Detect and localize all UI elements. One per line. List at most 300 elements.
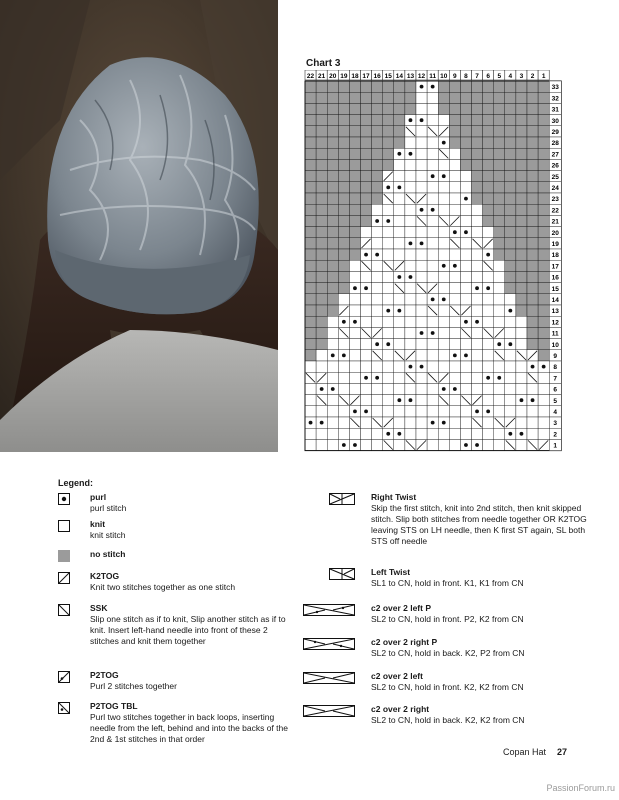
chart-cell xyxy=(327,406,338,417)
chart-cell xyxy=(449,159,460,170)
purl-mark xyxy=(453,387,457,391)
legend-item-right-twist xyxy=(303,492,593,547)
chart-cell xyxy=(416,126,427,137)
chart-cell xyxy=(505,271,516,282)
chart-cell xyxy=(361,148,372,159)
chart-cell xyxy=(338,159,349,170)
chart-cell xyxy=(460,204,471,215)
purl-mark xyxy=(464,320,468,324)
chart-cell xyxy=(416,305,427,316)
chart-cell xyxy=(538,182,549,193)
chart-cell xyxy=(483,361,494,372)
purl-mark xyxy=(431,174,435,178)
c2-over-2-right-p-symbol-icon xyxy=(303,638,355,650)
chart-cell xyxy=(361,339,372,350)
legend-item-ssk xyxy=(58,603,288,647)
chart-cell xyxy=(327,215,338,226)
chart-cell xyxy=(527,215,538,226)
chart-cell xyxy=(327,260,338,271)
chart-cell xyxy=(427,193,438,204)
chart-cell xyxy=(538,148,549,159)
chart-cell xyxy=(527,182,538,193)
chart-cell xyxy=(305,249,316,260)
chart-cell xyxy=(416,406,427,417)
chart-cell xyxy=(349,193,360,204)
chart-cell xyxy=(361,361,372,372)
chart-cell xyxy=(394,193,405,204)
chart-cell xyxy=(427,227,438,238)
chart-cell xyxy=(338,294,349,305)
purl-mark xyxy=(464,443,468,447)
chart-cell xyxy=(372,316,383,327)
chart-cell xyxy=(372,148,383,159)
chart-cell xyxy=(361,383,372,394)
chart-cell xyxy=(305,227,316,238)
chart-cell xyxy=(349,227,360,238)
chart-cell xyxy=(349,81,360,92)
chart-cell xyxy=(305,92,316,103)
chart-cell xyxy=(460,126,471,137)
chart-cell xyxy=(472,271,483,282)
chart-cell xyxy=(449,372,460,383)
chart-cell xyxy=(538,81,549,92)
chart-cell xyxy=(505,327,516,338)
chart-cell xyxy=(361,193,372,204)
legend-desc: SL2 to CN, hold in back. K2, P2 from CN xyxy=(371,648,525,658)
chart-cell xyxy=(505,283,516,294)
legend-item-c2-over-2-right xyxy=(303,704,593,726)
chart-cell xyxy=(394,294,405,305)
chart-cell xyxy=(383,204,394,215)
purl-mark xyxy=(397,432,401,436)
chart-cell xyxy=(372,103,383,114)
chart-cell xyxy=(472,294,483,305)
row-number: 29 xyxy=(551,129,559,136)
row-number: 14 xyxy=(551,297,559,304)
p2tog-symbol-icon xyxy=(58,671,70,683)
chart-cell xyxy=(327,305,338,316)
purl-mark xyxy=(497,342,501,346)
chart-cell xyxy=(449,283,460,294)
chart-cell xyxy=(527,383,538,394)
chart-cell xyxy=(405,305,416,316)
chart-cell xyxy=(538,327,549,338)
chart-cell xyxy=(405,182,416,193)
column-number: 2 xyxy=(530,73,535,80)
chart-cell xyxy=(383,227,394,238)
hat-photo xyxy=(0,0,278,452)
chart-cell xyxy=(305,260,316,271)
chart-cell xyxy=(305,271,316,282)
chart-cell xyxy=(438,271,449,282)
chart-cell xyxy=(516,439,527,450)
chart-cell xyxy=(472,171,483,182)
chart-cell xyxy=(483,148,494,159)
chart-cell xyxy=(316,428,327,439)
purl-mark xyxy=(386,186,390,190)
chart-cell xyxy=(383,406,394,417)
purl-mark xyxy=(486,410,490,414)
chart-cell xyxy=(316,115,327,126)
chart-cell xyxy=(305,137,316,148)
row-number: 32 xyxy=(551,95,559,103)
chart-cell xyxy=(305,395,316,406)
chart-cell xyxy=(483,227,494,238)
legend-name: c2 over 2 right P xyxy=(371,637,438,647)
chart-title: Chart 3 xyxy=(306,58,341,69)
chart-cell xyxy=(494,283,505,294)
chart-cell xyxy=(416,417,427,428)
chart-cell xyxy=(527,316,538,327)
legend-item-c2-over-2-left xyxy=(303,671,593,693)
chart-cell xyxy=(383,103,394,114)
chart-cell xyxy=(372,439,383,450)
purl-mark xyxy=(364,253,368,257)
column-number: 9 xyxy=(453,73,457,80)
row-number: 30 xyxy=(551,117,559,125)
chart-cell xyxy=(349,305,360,316)
legend-desc: Skip the first stitch, knit into 2nd stitch, then knit skipped stitch. Slip both stitches from needle together OR K2TOG leaving STS on LH needle, then K first ST again, SL both STS off needle xyxy=(371,503,587,546)
chart-cell xyxy=(527,204,538,215)
chart-cell xyxy=(361,417,372,428)
chart-cell xyxy=(483,204,494,215)
chart-cell xyxy=(372,115,383,126)
purl-mark xyxy=(486,253,490,257)
chart-cell xyxy=(327,249,338,260)
chart-cell xyxy=(427,350,438,361)
chart-cell xyxy=(316,92,327,103)
chart-cell xyxy=(383,283,394,294)
purl-mark xyxy=(442,298,446,302)
chart-cell xyxy=(427,271,438,282)
purl-mark xyxy=(420,242,424,246)
purl-mark xyxy=(397,186,401,190)
chart-cell xyxy=(527,227,538,238)
chart-cell xyxy=(327,238,338,249)
chart-cell xyxy=(349,260,360,271)
legend-item-knit xyxy=(58,519,288,541)
chart-cell xyxy=(538,406,549,417)
chart-cell xyxy=(483,193,494,204)
legend-item-p2tog xyxy=(58,670,288,692)
chart-cell xyxy=(460,283,471,294)
chart-cell xyxy=(460,339,471,350)
chart-cell xyxy=(338,428,349,439)
chart-cell xyxy=(405,249,416,260)
chart-cell xyxy=(483,305,494,316)
chart-cell xyxy=(372,406,383,417)
chart-cell xyxy=(494,182,505,193)
chart-cell xyxy=(394,249,405,260)
chart-cell xyxy=(505,361,516,372)
chart-cell xyxy=(372,126,383,137)
chart-cell xyxy=(460,260,471,271)
chart-cell xyxy=(494,193,505,204)
chart-cell xyxy=(427,215,438,226)
chart-cell xyxy=(316,361,327,372)
chart-cell xyxy=(505,193,516,204)
chart-cell xyxy=(438,204,449,215)
chart-cell xyxy=(405,171,416,182)
chart-cell xyxy=(449,249,460,260)
chart-cell xyxy=(416,294,427,305)
chart-cell xyxy=(427,406,438,417)
chart-cell xyxy=(483,439,494,450)
chart-cell xyxy=(472,148,483,159)
chart-cell xyxy=(427,137,438,148)
purl-mark xyxy=(342,320,346,324)
chart-cell xyxy=(449,126,460,137)
p2tog-tbl-symbol-icon xyxy=(58,702,70,714)
chart-cell xyxy=(472,305,483,316)
chart-cell xyxy=(505,372,516,383)
chart-cell xyxy=(427,103,438,114)
chart-cell xyxy=(505,126,516,137)
chart-cell xyxy=(372,271,383,282)
column-number: 6 xyxy=(486,73,490,80)
column-number: 18 xyxy=(351,73,359,80)
purl-mark xyxy=(442,387,446,391)
legend-name: c2 over 2 left xyxy=(371,671,423,681)
chart-cell xyxy=(405,215,416,226)
chart-cell xyxy=(316,204,327,215)
row-number: 12 xyxy=(551,319,559,327)
chart-cell xyxy=(472,215,483,226)
chart-cell xyxy=(338,137,349,148)
chart-cell xyxy=(494,271,505,282)
chart-cell xyxy=(305,361,316,372)
chart-cell xyxy=(316,249,327,260)
chart-cell xyxy=(449,115,460,126)
chart-cell xyxy=(327,428,338,439)
k2tog-symbol-icon xyxy=(58,572,70,584)
chart-cell xyxy=(538,92,549,103)
chart-cell xyxy=(305,439,316,450)
chart-cell xyxy=(405,339,416,350)
purl-mark xyxy=(464,354,468,358)
purl-mark xyxy=(331,387,335,391)
purl-mark xyxy=(431,331,435,335)
chart-cell xyxy=(494,428,505,439)
chart-cell xyxy=(460,406,471,417)
legend-desc: purl stitch xyxy=(90,503,127,513)
chart-cell xyxy=(394,215,405,226)
chart-cell xyxy=(438,193,449,204)
purl-mark xyxy=(331,354,335,358)
chart-cell xyxy=(372,428,383,439)
chart-cell xyxy=(316,406,327,417)
chart-cell xyxy=(516,171,527,182)
chart-cell xyxy=(327,115,338,126)
purl-mark xyxy=(542,365,546,369)
chart-cell xyxy=(372,294,383,305)
chart-cell xyxy=(338,249,349,260)
knitting-chart xyxy=(303,70,568,454)
chart-cell xyxy=(538,428,549,439)
chart-cell xyxy=(505,81,516,92)
chart-cell xyxy=(349,182,360,193)
chart-cell xyxy=(516,361,527,372)
chart-cell xyxy=(505,92,516,103)
purl-mark xyxy=(431,421,435,425)
chart-cell xyxy=(505,148,516,159)
chart-cell xyxy=(438,316,449,327)
chart-cell xyxy=(494,115,505,126)
chart-cell xyxy=(472,361,483,372)
chart-cell xyxy=(538,271,549,282)
purl-mark xyxy=(453,354,457,358)
chart-cell xyxy=(338,103,349,114)
row-number: 10 xyxy=(551,341,559,349)
chart-cell xyxy=(338,406,349,417)
chart-cell xyxy=(361,305,372,316)
chart-cell xyxy=(449,316,460,327)
purl-mark xyxy=(475,320,479,324)
chart-cell xyxy=(372,395,383,406)
chart-cell xyxy=(516,215,527,226)
chart-cell xyxy=(516,339,527,350)
column-number: 20 xyxy=(329,73,337,80)
purl-mark xyxy=(353,443,357,447)
chart-cell xyxy=(394,159,405,170)
chart-cell xyxy=(405,294,416,305)
chart-cell xyxy=(338,271,349,282)
chart-cell xyxy=(427,439,438,450)
chart-cell xyxy=(427,428,438,439)
chart-cell xyxy=(405,137,416,148)
chart-cell xyxy=(460,215,471,226)
chart-cell xyxy=(316,159,327,170)
chart-cell xyxy=(527,92,538,103)
chart-cell xyxy=(383,115,394,126)
chart-cell xyxy=(383,81,394,92)
legend-name: Right Twist xyxy=(371,492,417,502)
chart-cell xyxy=(494,227,505,238)
chart-cell xyxy=(338,81,349,92)
chart-cell xyxy=(338,193,349,204)
chart-cell xyxy=(438,406,449,417)
chart-cell xyxy=(438,350,449,361)
chart-cell xyxy=(483,395,494,406)
chart-cell xyxy=(305,215,316,226)
chart-cell xyxy=(472,327,483,338)
chart-cell xyxy=(516,260,527,271)
chart-cell xyxy=(449,327,460,338)
chart-cell xyxy=(538,372,549,383)
chart-cell xyxy=(449,103,460,114)
chart-cell xyxy=(361,439,372,450)
chart-cell xyxy=(438,103,449,114)
chart-cell xyxy=(516,283,527,294)
chart-cell xyxy=(516,238,527,249)
c2-over-2-left-symbol-icon xyxy=(303,672,355,684)
chart-cell xyxy=(394,406,405,417)
chart-cell xyxy=(394,383,405,394)
purl-mark xyxy=(364,410,368,414)
purl-mark xyxy=(420,118,424,122)
chart-cell xyxy=(483,81,494,92)
chart-cell xyxy=(405,81,416,92)
chart-cell xyxy=(394,372,405,383)
purl-mark xyxy=(320,387,324,391)
chart-cell xyxy=(316,294,327,305)
chart-cell xyxy=(494,215,505,226)
chart-cell xyxy=(338,283,349,294)
chart-cell xyxy=(338,171,349,182)
chart-cell xyxy=(516,103,527,114)
chart-cell xyxy=(538,249,549,260)
chart-cell xyxy=(483,215,494,226)
chart-cell xyxy=(305,383,316,394)
chart-cell xyxy=(361,137,372,148)
chart-cell xyxy=(460,115,471,126)
chart-cell xyxy=(427,148,438,159)
purl-mark xyxy=(309,421,313,425)
chart-cell xyxy=(449,137,460,148)
chart-cell xyxy=(383,383,394,394)
chart-cell xyxy=(361,115,372,126)
purl-mark xyxy=(475,410,479,414)
chart-cell xyxy=(361,81,372,92)
chart-cell xyxy=(405,428,416,439)
chart-cell xyxy=(316,238,327,249)
chart-cell xyxy=(472,383,483,394)
chart-cell xyxy=(449,417,460,428)
row-number: 15 xyxy=(551,285,559,293)
purl-mark xyxy=(486,376,490,380)
chart-cell xyxy=(361,294,372,305)
chart-cell xyxy=(338,215,349,226)
chart-cell xyxy=(305,159,316,170)
chart-cell xyxy=(527,271,538,282)
chart-cell xyxy=(516,271,527,282)
chart-cell xyxy=(516,372,527,383)
chart-cell xyxy=(394,171,405,182)
column-number: 4 xyxy=(508,73,513,80)
chart-cell xyxy=(383,148,394,159)
purl-mark xyxy=(442,264,446,268)
chart-cell xyxy=(349,327,360,338)
chart-cell xyxy=(472,227,483,238)
chart-cell xyxy=(405,327,416,338)
chart-cell xyxy=(483,126,494,137)
chart-cell xyxy=(361,350,372,361)
chart-cell xyxy=(505,260,516,271)
chart-cell xyxy=(416,249,427,260)
chart-cell xyxy=(494,406,505,417)
no-stitch-symbol-icon xyxy=(58,550,70,562)
chart-cell xyxy=(516,182,527,193)
purl-mark xyxy=(375,342,379,346)
chart-cell xyxy=(505,204,516,215)
chart-cell xyxy=(416,137,427,148)
chart-cell xyxy=(327,126,338,137)
chart-cell xyxy=(316,327,327,338)
chart-cell xyxy=(483,115,494,126)
chart-cell xyxy=(327,81,338,92)
purl-mark xyxy=(520,398,524,402)
chart-cell xyxy=(516,417,527,428)
legend-item-p2tog-tbl xyxy=(58,701,288,745)
chart-cell xyxy=(372,204,383,215)
chart-cell xyxy=(305,350,316,361)
purl-mark xyxy=(353,286,357,290)
legend-name: c2 over 2 right xyxy=(371,704,430,714)
chart-cell xyxy=(394,238,405,249)
chart-cell xyxy=(305,339,316,350)
chart-cell xyxy=(394,137,405,148)
row-number: 17 xyxy=(551,263,559,271)
